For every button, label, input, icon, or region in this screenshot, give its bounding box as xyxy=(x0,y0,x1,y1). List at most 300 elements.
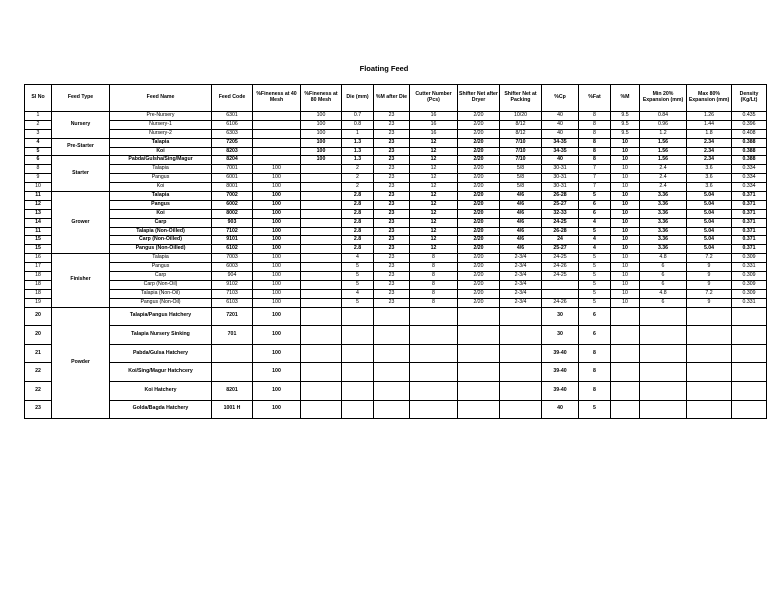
table-row xyxy=(25,326,767,345)
table-cell: 0.371 xyxy=(732,209,767,218)
table-cell: 8002 xyxy=(212,209,253,218)
table-cell xyxy=(458,326,500,345)
table-cell: 16 xyxy=(410,129,458,138)
table-cell: 30 xyxy=(542,326,579,345)
table-cell xyxy=(374,344,410,363)
table-cell: 25-27 xyxy=(542,200,579,209)
table-cell: 4/6 xyxy=(500,227,542,236)
table-cell: 2/20 xyxy=(458,129,500,138)
table-cell: 2/20 xyxy=(458,263,500,272)
table-cell xyxy=(410,363,458,382)
table-cell: 23 xyxy=(374,263,410,272)
table-cell: 24-26 xyxy=(542,263,579,272)
feed-type-cell: Finisher xyxy=(52,254,110,307)
table-cell: 6301 xyxy=(212,112,253,121)
table-cell: 8 xyxy=(579,381,611,400)
table-cell: 4 xyxy=(25,138,52,147)
table-cell xyxy=(301,280,342,289)
table-cell: 701 xyxy=(212,326,253,345)
table-cell: 16 xyxy=(410,120,458,129)
table-cell: 26-28 xyxy=(542,227,579,236)
table-cell: 1.56 xyxy=(640,147,687,156)
table-cell xyxy=(458,400,500,419)
table-cell: 12 xyxy=(410,200,458,209)
table-cell: 0.371 xyxy=(732,245,767,254)
table-cell: 8201 xyxy=(212,381,253,400)
table-cell: 2.8 xyxy=(342,200,374,209)
table-cell xyxy=(301,236,342,245)
table-cell: 2/20 xyxy=(458,254,500,263)
table-cell: 0.371 xyxy=(732,200,767,209)
table-cell: 100 xyxy=(253,209,301,218)
table-cell: 40 xyxy=(542,400,579,419)
table-cell: 30-31 xyxy=(542,183,579,192)
table-cell: 100 xyxy=(253,174,301,183)
table-cell: 8 xyxy=(579,156,611,165)
table-cell: 5 xyxy=(579,192,611,201)
table-cell: 23 xyxy=(374,254,410,263)
table-cell: 32-33 xyxy=(542,209,579,218)
table-cell: 34-35 xyxy=(542,138,579,147)
header-cell: %Cp xyxy=(542,85,579,112)
table-row xyxy=(25,298,767,307)
table-cell xyxy=(374,326,410,345)
table-cell xyxy=(212,363,253,382)
table-cell: 7201 xyxy=(212,307,253,326)
table-cell: 1.26 xyxy=(687,112,732,121)
table-cell xyxy=(342,326,374,345)
table-cell xyxy=(301,363,342,382)
table-cell: 100 xyxy=(253,192,301,201)
table-cell: 4 xyxy=(579,236,611,245)
table-cell: Koi xyxy=(110,209,212,218)
table-cell: 3.36 xyxy=(640,227,687,236)
table-cell: 12 xyxy=(410,218,458,227)
table-cell: 4 xyxy=(579,245,611,254)
table-cell: 4 xyxy=(342,289,374,298)
table-cell: 100 xyxy=(301,112,342,121)
table-cell: 18 xyxy=(25,280,52,289)
header-cell: %Fat xyxy=(579,85,611,112)
table-cell: 7 xyxy=(579,165,611,174)
table-cell xyxy=(301,245,342,254)
table-cell: 6 xyxy=(579,209,611,218)
table-cell: 10 xyxy=(611,254,640,263)
table-cell: 2-3/4 xyxy=(500,298,542,307)
table-cell: 7.2 xyxy=(687,289,732,298)
table-cell xyxy=(732,307,767,326)
table-cell: 18 xyxy=(25,289,52,298)
table-cell: 7/10 xyxy=(500,156,542,165)
table-cell: 20 xyxy=(25,307,52,326)
header-cell: Die (mm) xyxy=(342,85,374,112)
table-cell: 0.331 xyxy=(732,263,767,272)
table-cell xyxy=(542,280,579,289)
table-cell: 23 xyxy=(374,200,410,209)
table-cell: 7/10 xyxy=(500,138,542,147)
table-cell: 100 xyxy=(301,120,342,129)
table-cell xyxy=(687,400,732,419)
table-cell xyxy=(301,400,342,419)
table-cell: 0.331 xyxy=(732,298,767,307)
table-cell: 0.396 xyxy=(732,120,767,129)
table-cell: 1 xyxy=(342,129,374,138)
table-cell: 6102 xyxy=(212,245,253,254)
header-cell: Max 80% Expansion (mm) xyxy=(687,85,732,112)
table-cell: 0.309 xyxy=(732,280,767,289)
table-row xyxy=(25,174,767,183)
table-row xyxy=(25,218,767,227)
table-cell: 8 xyxy=(410,272,458,281)
table-cell xyxy=(301,381,342,400)
table-cell: Nursery-1 xyxy=(110,120,212,129)
table-cell xyxy=(458,381,500,400)
table-cell: 1.2 xyxy=(640,129,687,138)
table-cell: 2.4 xyxy=(640,174,687,183)
table-cell xyxy=(301,307,342,326)
table-cell xyxy=(374,363,410,382)
table-cell: Pangus xyxy=(110,174,212,183)
table-cell: 2.8 xyxy=(342,227,374,236)
table-cell xyxy=(500,307,542,326)
table-cell: 6 xyxy=(579,326,611,345)
table-cell: 0.84 xyxy=(640,112,687,121)
table-cell: 10 xyxy=(611,245,640,254)
table-cell: 100 xyxy=(253,298,301,307)
table-cell: 9.5 xyxy=(611,112,640,121)
table-cell: 23 xyxy=(374,174,410,183)
table-row xyxy=(25,254,767,263)
table-cell xyxy=(640,344,687,363)
table-cell xyxy=(410,381,458,400)
table-cell: 100 xyxy=(253,400,301,419)
table-cell: 2.8 xyxy=(342,218,374,227)
table-cell: 14 xyxy=(25,218,52,227)
table-cell: 5 xyxy=(579,272,611,281)
table-cell: 23 xyxy=(374,289,410,298)
table-cell: Pangus (Non-Oilled) xyxy=(110,245,212,254)
table-cell: 8 xyxy=(410,263,458,272)
table-cell: 11 xyxy=(25,192,52,201)
table-cell xyxy=(732,400,767,419)
table-cell: 2-3/4 xyxy=(500,280,542,289)
table-cell: 0.371 xyxy=(732,192,767,201)
table-cell: 2/20 xyxy=(458,272,500,281)
table-cell: 12 xyxy=(410,245,458,254)
table-cell xyxy=(342,400,374,419)
table-cell: 10 xyxy=(611,183,640,192)
table-cell xyxy=(374,381,410,400)
table-cell: 2 xyxy=(342,174,374,183)
table-cell: Golda/Bagda Hatchery xyxy=(110,400,212,419)
table-cell: 23 xyxy=(374,183,410,192)
table-cell: 34-35 xyxy=(542,147,579,156)
table-cell xyxy=(301,192,342,201)
table-cell: 5/8 xyxy=(500,174,542,183)
table-cell: Pabda/Gulsa Hatchery xyxy=(110,344,212,363)
table-cell: 6 xyxy=(579,200,611,209)
table-cell: 23 xyxy=(374,272,410,281)
table-cell: 13 xyxy=(25,209,52,218)
table-cell xyxy=(732,363,767,382)
table-cell: 8/12 xyxy=(500,129,542,138)
table-cell xyxy=(253,156,301,165)
powder-table-body xyxy=(25,307,767,419)
table-cell: 6106 xyxy=(212,120,253,129)
table-cell: 6103 xyxy=(212,298,253,307)
table-cell: 3.36 xyxy=(640,192,687,201)
table-cell: 15 xyxy=(25,236,52,245)
table-cell: 40 xyxy=(542,120,579,129)
table-cell xyxy=(374,400,410,419)
table-cell: 2/20 xyxy=(458,227,500,236)
table-cell: 0.334 xyxy=(732,183,767,192)
table-row xyxy=(25,227,767,236)
table-cell: 2 xyxy=(342,165,374,174)
table-cell: 19 xyxy=(25,298,52,307)
table-cell: 3.6 xyxy=(687,174,732,183)
table-cell: 100 xyxy=(253,344,301,363)
table-cell: 6002 xyxy=(212,200,253,209)
table-cell: 7002 xyxy=(212,192,253,201)
table-cell xyxy=(611,344,640,363)
table-cell: 8204 xyxy=(212,156,253,165)
table-cell: 9.5 xyxy=(611,120,640,129)
table-cell: 3 xyxy=(25,129,52,138)
table-cell: 10 xyxy=(611,165,640,174)
header-cell: Feed Name xyxy=(110,85,212,112)
table-cell: 5 xyxy=(579,298,611,307)
table-cell: 1001 H xyxy=(212,400,253,419)
table-cell xyxy=(253,147,301,156)
table-cell: 1.3 xyxy=(342,156,374,165)
table-cell: 4/6 xyxy=(500,236,542,245)
table-cell: 40 xyxy=(542,156,579,165)
table-cell: Talapia xyxy=(110,165,212,174)
table-cell: 2/20 xyxy=(458,112,500,121)
table-cell: 100 xyxy=(301,147,342,156)
table-row xyxy=(25,289,767,298)
table-cell: 24 xyxy=(542,236,579,245)
table-cell: 16 xyxy=(25,254,52,263)
table-cell: Pangus xyxy=(110,200,212,209)
table-row xyxy=(25,344,767,363)
table-cell xyxy=(342,307,374,326)
table-cell: 100 xyxy=(301,129,342,138)
table-cell: 2 xyxy=(342,183,374,192)
table-cell: 5 xyxy=(342,280,374,289)
table-cell: 6303 xyxy=(212,129,253,138)
table-cell: 100 xyxy=(301,138,342,147)
table-cell: 0.371 xyxy=(732,218,767,227)
table-cell xyxy=(301,298,342,307)
table-cell: 1.56 xyxy=(640,156,687,165)
table-cell: 5/8 xyxy=(500,165,542,174)
table-cell: 0.371 xyxy=(732,227,767,236)
table-cell xyxy=(301,183,342,192)
table-cell xyxy=(687,363,732,382)
table-cell: 5.04 xyxy=(687,245,732,254)
table-cell: 7103 xyxy=(212,289,253,298)
table-cell: 1.8 xyxy=(687,129,732,138)
table-row xyxy=(25,112,767,121)
table-cell: 904 xyxy=(212,272,253,281)
table-cell: 11 xyxy=(25,227,52,236)
table-cell xyxy=(458,363,500,382)
table-cell: 6 xyxy=(640,298,687,307)
table-cell: 1.3 xyxy=(342,147,374,156)
table-cell: 8 xyxy=(410,289,458,298)
table-cell: 1.3 xyxy=(342,138,374,147)
floating-feed-table xyxy=(24,84,767,419)
table-cell: 30-31 xyxy=(542,174,579,183)
table-cell: 24-26 xyxy=(542,298,579,307)
table-cell: 1 xyxy=(25,112,52,121)
table-cell: 2/20 xyxy=(458,236,500,245)
table-cell: 12 xyxy=(410,192,458,201)
table-cell xyxy=(687,307,732,326)
feed-type-cell: Pre-Starter xyxy=(52,138,110,156)
header-cell: Density (Kg/Lt) xyxy=(732,85,767,112)
table-row xyxy=(25,183,767,192)
table-cell xyxy=(732,381,767,400)
table-cell: 0.96 xyxy=(640,120,687,129)
table-cell: 8 xyxy=(579,147,611,156)
table-cell: 100 xyxy=(253,200,301,209)
table-row xyxy=(25,192,767,201)
table-cell xyxy=(410,400,458,419)
table-cell: 23 xyxy=(374,147,410,156)
table-cell xyxy=(458,307,500,326)
header-row xyxy=(25,85,767,112)
header-cell: Min 20% Expansion (mm) xyxy=(640,85,687,112)
header-cell: Feed Type xyxy=(52,85,110,112)
table-cell xyxy=(500,363,542,382)
table-cell: Pangus xyxy=(110,263,212,272)
table-cell: 7205 xyxy=(212,138,253,147)
table-cell: 3.6 xyxy=(687,165,732,174)
table-cell: 7.2 xyxy=(687,254,732,263)
table-cell: 5/8 xyxy=(500,183,542,192)
table-cell: 39-40 xyxy=(542,344,579,363)
table-cell: 7001 xyxy=(212,165,253,174)
table-cell: 12 xyxy=(410,156,458,165)
table-cell xyxy=(687,344,732,363)
table-cell: 9 xyxy=(25,174,52,183)
table-row xyxy=(25,129,767,138)
table-cell: 5.04 xyxy=(687,192,732,201)
table-cell xyxy=(342,344,374,363)
table-row xyxy=(25,200,767,209)
table-cell xyxy=(640,363,687,382)
table-cell: 2.34 xyxy=(687,156,732,165)
table-cell xyxy=(301,326,342,345)
table-row xyxy=(25,120,767,129)
table-cell xyxy=(253,129,301,138)
table-cell: 30-31 xyxy=(542,165,579,174)
table-cell: 10 xyxy=(611,218,640,227)
table-cell: 3.36 xyxy=(640,209,687,218)
table-cell: 0.309 xyxy=(732,272,767,281)
table-cell: 2/20 xyxy=(458,183,500,192)
table-cell: 22 xyxy=(25,381,52,400)
table-row xyxy=(25,363,767,382)
table-cell: 10 xyxy=(611,289,640,298)
table-cell: 0.388 xyxy=(732,156,767,165)
table-cell: 0.309 xyxy=(732,254,767,263)
table-cell: 0.408 xyxy=(732,129,767,138)
table-cell: 4/6 xyxy=(500,209,542,218)
table-cell: 2/20 xyxy=(458,298,500,307)
table-cell: 5.04 xyxy=(687,200,732,209)
table-cell: 8 xyxy=(579,363,611,382)
header-cell: %M xyxy=(611,85,640,112)
table-cell: 4/6 xyxy=(500,245,542,254)
table-cell: 5 xyxy=(579,254,611,263)
table-cell: 10 xyxy=(611,263,640,272)
table-cell: 100 xyxy=(253,280,301,289)
table-cell: 23 xyxy=(374,120,410,129)
table-cell: 8 xyxy=(410,298,458,307)
table-cell: 100 xyxy=(253,245,301,254)
table-cell: 7 xyxy=(579,183,611,192)
table-cell: 10/20 xyxy=(500,112,542,121)
table-cell: 6 xyxy=(25,156,52,165)
table-cell xyxy=(301,200,342,209)
table-cell: 5 xyxy=(342,272,374,281)
table-cell xyxy=(301,209,342,218)
table-cell xyxy=(301,344,342,363)
table-cell: Carp (Non-Oil) xyxy=(110,280,212,289)
table-cell: 10 xyxy=(611,298,640,307)
table-cell: 5 xyxy=(342,298,374,307)
table-cell: 0.309 xyxy=(732,289,767,298)
table-cell xyxy=(611,400,640,419)
table-cell: 2.8 xyxy=(342,236,374,245)
table-row xyxy=(25,147,767,156)
table-cell xyxy=(732,326,767,345)
table-cell xyxy=(687,381,732,400)
table-cell: 23 xyxy=(374,218,410,227)
table-cell: Koi/Sing/Magur Hatchcery xyxy=(110,363,212,382)
table-row xyxy=(25,245,767,254)
table-cell: Talapia (Non-Oilled) xyxy=(110,227,212,236)
table-cell: 22 xyxy=(25,363,52,382)
table-row xyxy=(25,165,767,174)
table-cell: 8 xyxy=(25,165,52,174)
table-cell: 100 xyxy=(301,156,342,165)
table-cell: 8/12 xyxy=(500,120,542,129)
table-cell xyxy=(342,381,374,400)
table-row xyxy=(25,280,767,289)
table-cell: 10 xyxy=(25,183,52,192)
table-cell: 10 xyxy=(611,236,640,245)
table-cell xyxy=(301,174,342,183)
table-cell: 15 xyxy=(25,245,52,254)
table-cell: 2/20 xyxy=(458,192,500,201)
table-cell: Carp xyxy=(110,272,212,281)
table-cell xyxy=(253,112,301,121)
table-cell xyxy=(640,381,687,400)
table-cell: 3.36 xyxy=(640,236,687,245)
table-cell: 2.34 xyxy=(687,147,732,156)
table-cell xyxy=(410,326,458,345)
table-cell: 12 xyxy=(410,236,458,245)
header-cell: Feed Code xyxy=(212,85,253,112)
table-row xyxy=(25,272,767,281)
table-cell xyxy=(542,289,579,298)
table-cell: 18 xyxy=(25,272,52,281)
